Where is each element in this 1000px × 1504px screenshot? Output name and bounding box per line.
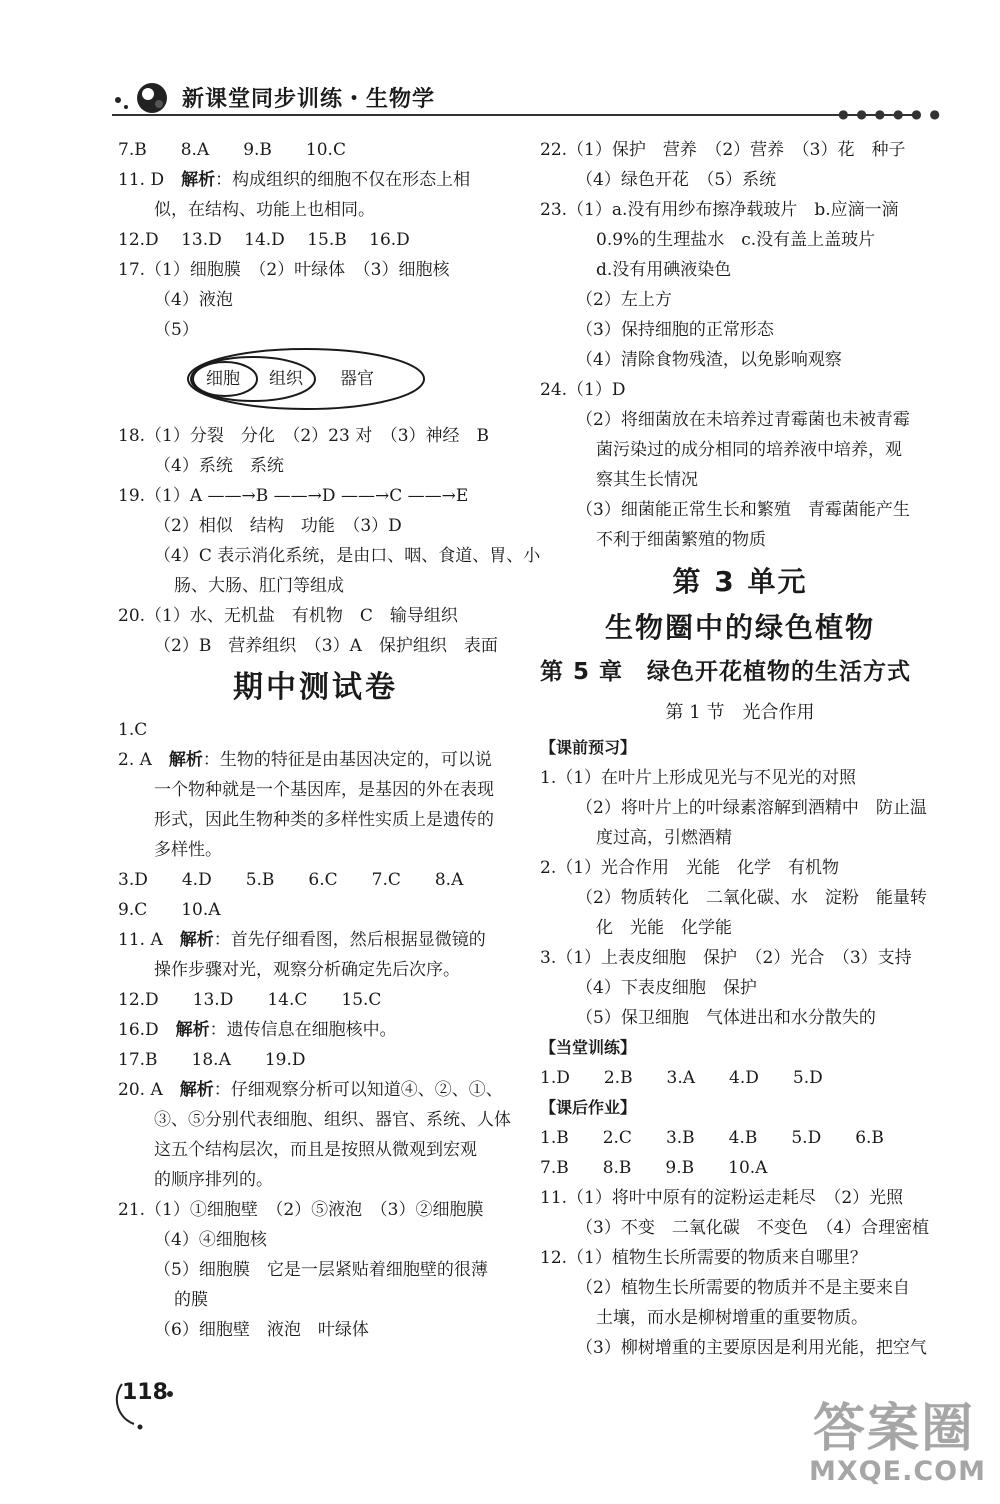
answer-line: 1.C xyxy=(118,720,148,740)
answer-line: （2）将叶片上的叶绿素溶解到酒精中 防止温 xyxy=(576,798,927,818)
answer-line: （5）保卫细胞 气体进出和水分散失的 xyxy=(576,1008,876,1028)
answer-line: 18.（1）分裂 分化 （2）23 对 （3）神经 B xyxy=(118,426,490,446)
answer-line: （3）保持细胞的正常形态 xyxy=(576,320,774,340)
answer-line: 2. A 解析：生物的特征是由基因决定的，可以说 xyxy=(118,750,492,770)
unit-title: 第 3 单元 xyxy=(672,565,808,598)
answer-line: 12.（1）植物生长所需要的物质来自哪里？ xyxy=(540,1248,867,1268)
answer-line: 12.D 13.D 14.C 15.C xyxy=(118,990,382,1010)
analysis-label: 解析 xyxy=(179,930,214,950)
answer-line: 12.D 13.D 14.D 15.B 16.D xyxy=(118,230,410,250)
answer-line: （4）系统 系统 xyxy=(154,456,284,476)
diagram-label-organ: 器官 xyxy=(340,369,374,389)
answer-line: （3）不变 二氧化碳 不变色 （4）合理密植 xyxy=(576,1218,930,1238)
answer-line: ③、⑤分别代表细胞、组织、器官、系统、人体 xyxy=(154,1110,511,1130)
answer-line: 7.B 8.A 9.B 10.C xyxy=(118,140,346,160)
analysis-label: 解析 xyxy=(175,1020,210,1040)
answer-line: 1.B 2.C 3.B 4.B 5.D 6.B xyxy=(540,1128,884,1148)
answer-line: （6）细胞壁 液泡 叶绿体 xyxy=(154,1320,369,1340)
answer-line: 察其生长情况 xyxy=(596,470,698,490)
answer-line: 16.D 解析：遗传信息在细胞核中。 xyxy=(118,1020,397,1040)
answer-line: （3）细菌能正常生长和繁殖 青霉菌能产生 xyxy=(576,500,910,520)
answer-line: （2）相似 结构 功能 （3）D xyxy=(154,516,402,536)
answer-line: 3.（1）上表皮细胞 保护 （2）光合 （3）支持 xyxy=(540,948,912,968)
answer-line: 11.（1）将叶中原有的淀粉运走耗尽 （2）光照 xyxy=(540,1188,904,1208)
answer-line: （5）细胞膜 它是一层紧贴着细胞壁的很薄 xyxy=(154,1260,488,1280)
answer-line: 21.（1）①细胞壁 （2）⑤液泡 （3）②细胞膜 xyxy=(118,1200,484,1220)
answer-line: 多样性。 xyxy=(154,840,222,860)
answer-line: 22.（1）保护 营养 （2）营养 （3）花 种子 xyxy=(540,140,906,160)
answer-line: 17.（1）细胞膜 （2）叶绿体 （3）细胞核 xyxy=(118,260,450,280)
answer-line: 这五个结构层次，而且是按照从微观到宏观 xyxy=(154,1140,477,1160)
answer-line: 一个物种就是一个基因库，是基因的外在表现 xyxy=(154,780,494,800)
right-column xyxy=(540,135,940,1363)
book-logo-icon xyxy=(112,80,174,116)
page-header xyxy=(112,78,942,121)
answer-line: （4）④细胞核 xyxy=(154,1230,267,1250)
answer-line: 似，在结构、功能上也相同。 xyxy=(154,200,375,220)
answer-line: 3.D 4.D 5.B 6.C 7.C 8.A xyxy=(118,870,464,890)
watermark xyxy=(803,1386,986,1496)
answer-line: 1.（1）在叶片上形成见光与不见光的对照 xyxy=(540,768,857,788)
structure-hierarchy-diagram xyxy=(118,345,513,415)
nested-ellipse-diagram xyxy=(118,345,513,415)
answer-line: 24.（1）D xyxy=(540,380,626,400)
answer-line: 0.9%的生理盐水 c.没有盖上盖玻片 xyxy=(596,230,876,250)
chapter-title: 第 5 章 绿色开花植物的生活方式 xyxy=(540,659,912,685)
answer-line: 7.B 8.B 9.B 10.A xyxy=(540,1158,768,1178)
diagram-label-cell: 细胞 xyxy=(206,369,240,389)
answer-line: 不利于细菌繁殖的物质 xyxy=(596,530,766,550)
answer-line: 1.D 2.B 3.A 4.D 5.D xyxy=(540,1068,823,1088)
unit-name: 生物圈中的绿色植物 xyxy=(604,611,875,644)
answer-line: 的膜 xyxy=(174,1290,208,1310)
answer-line: 菌污染过的成分相同的培养液中培养，观 xyxy=(596,440,902,460)
answer-line: 的顺序排列的。 xyxy=(154,1170,273,1190)
answer-line: （2）物质转化 二氧化碳、水 淀粉 能量转 xyxy=(576,888,927,908)
answer-line: （2）B 营养组织 （3）A 保护组织 表面 xyxy=(154,636,498,656)
analysis-label: 解析 xyxy=(168,750,203,770)
answer-line: （4）清除食物残渣，以免影响观察 xyxy=(576,350,842,370)
answer-line: （2）左上方 xyxy=(576,290,672,310)
answer-line: 20. A 解析：仔细观察分析可以知道④、②、①、 xyxy=(118,1080,503,1100)
answer-line: 11. D 解析：构成组织的细胞不仅在形态上相 xyxy=(118,170,471,190)
answer-line: 11. A 解析：首先仔细看图，然后根据显微镜的 xyxy=(118,930,486,950)
answer-line: 17.B 18.A 19.D xyxy=(118,1050,306,1070)
in-class-label: 【当堂训练】 xyxy=(540,1038,637,1057)
answer-line: 形式，因此生物种类的多样性实质上是遗传的 xyxy=(154,810,494,830)
header-divider xyxy=(112,114,912,116)
diagram-label-tissue: 组织 xyxy=(269,369,303,389)
answer-line: （2）植物生长所需要的物质并不是主要来自 xyxy=(576,1278,910,1298)
answer-line: 9.C 10.A xyxy=(118,900,221,920)
answer-line: 20.（1）水、无机盐 有机物 C 输导组织 xyxy=(118,606,458,626)
answer-line: 度过高，引燃酒精 xyxy=(596,828,732,848)
answer-line: （4）液泡 xyxy=(154,290,233,310)
answer-line: （4）C 表示消化系统，是由口、咽、食道、胃、小 xyxy=(154,546,541,566)
header-dots: ● ● ● ● ● ● xyxy=(838,107,942,121)
pre-study-label: 【课前预习】 xyxy=(540,738,637,757)
watermark-url: MXQE.COM xyxy=(809,1456,986,1487)
analysis-label: 解析 xyxy=(181,170,216,190)
analysis-label: 解析 xyxy=(179,1080,214,1100)
answer-line: 土壤，而水是柳树增重的重要物质。 xyxy=(596,1308,868,1328)
answer-line: 肠、大肠、肛门等组成 xyxy=(174,576,344,596)
homework-label: 【课后作业】 xyxy=(540,1098,637,1117)
page-number: 118 xyxy=(122,1380,168,1405)
section-title: 期中测试卷 xyxy=(233,670,398,705)
answer-line: （4）下表皮细胞 保护 xyxy=(576,978,757,998)
answer-line: 2.（1）光合作用 光能 化学 有机物 xyxy=(540,858,840,878)
answer-line: （5） xyxy=(154,320,199,340)
answer-line: （2）将细菌放在未培养过青霉菌也未被青霉 xyxy=(576,410,910,430)
answer-line: 23.（1）a.没有用纱布擦净载玻片 b.应滴一滴 xyxy=(540,200,899,220)
answer-line: d.没有用碘液染色 xyxy=(596,260,732,280)
watermark-logo: 答案圈 xyxy=(813,1399,976,1459)
header-title: 新课堂同步训练・生物学 xyxy=(182,87,436,112)
answer-line: 操作步骤对光，观察分析确定先后次序。 xyxy=(154,960,460,980)
section-title: 第 1 节 光合作用 xyxy=(665,702,815,723)
answer-line: 19.（1）A ——→B ——→D ——→C ——→E xyxy=(118,486,469,506)
answer-line: （4）绿色开花 （5）系统 xyxy=(576,170,777,190)
left-column xyxy=(118,135,541,1345)
answer-line: 化 光能 化学能 xyxy=(596,918,732,938)
answer-line: （3）柳树增重的主要原因是利用光能，把空气 xyxy=(576,1338,927,1358)
